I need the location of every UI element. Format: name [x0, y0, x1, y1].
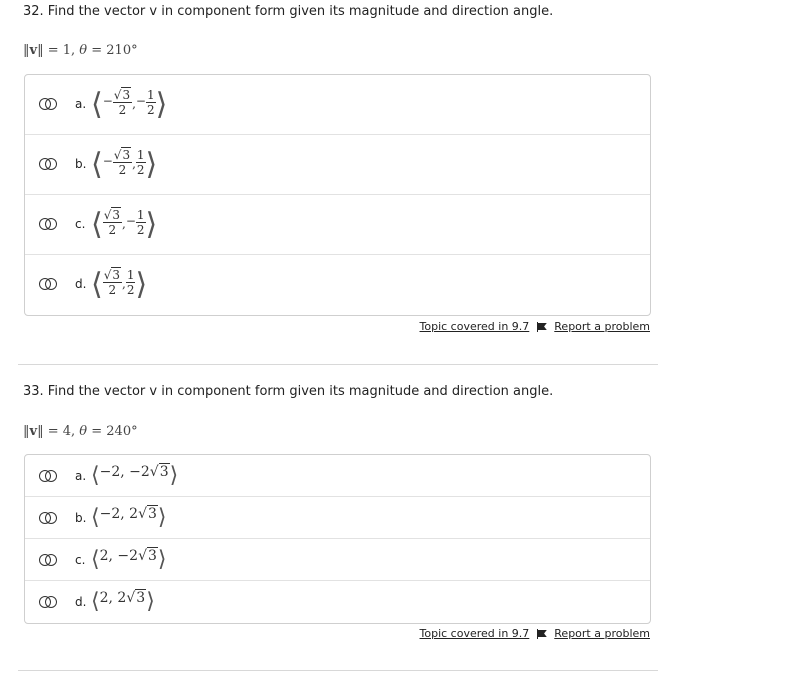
- question-title-text: 33. Find the vector v in component form given its magnitude and direction angle.: [23, 384, 554, 399]
- choice-vector: ⟨2, 2√3⟩: [91, 589, 155, 614]
- choice-b[interactable]: [25, 497, 650, 539]
- choice-d[interactable]: [25, 255, 650, 315]
- choice-vector: ⟨−2, −2√3⟩: [91, 463, 179, 488]
- choice-letter: b.: [75, 157, 87, 171]
- topic-link[interactable]: Topic covered in 9.7: [419, 627, 530, 640]
- question-title: [23, 4, 553, 19]
- given-values: ‖v‖ = 1, θ = 210°: [23, 43, 138, 58]
- choice-vector: ⟨− $\frac{√3}{2}$ , $\frac{1}{2}$ ⟩: [91, 147, 158, 182]
- choice-letter: c.: [75, 553, 86, 567]
- divider: [18, 670, 658, 671]
- choice-c[interactable]: [25, 539, 650, 581]
- given-angle: 240°: [106, 424, 138, 439]
- flag-icon: [537, 322, 538, 332]
- choice-b[interactable]: [25, 135, 650, 195]
- answer-choices: [24, 74, 651, 316]
- choice-vector: ⟨− $\frac{√3}{2}$ ,− $\frac{1}{2}$ ⟩: [91, 87, 168, 122]
- choice-vector: ⟨2, −2√3⟩: [91, 547, 167, 572]
- divider: [18, 364, 658, 365]
- choice-c[interactable]: [25, 195, 650, 255]
- eliminate-choice-icon[interactable]: [39, 278, 58, 290]
- given-values: ‖v‖ = 4, θ = 240°: [23, 424, 138, 439]
- choice-vector: ⟨ $\frac{√3}{2}$ ,− $\frac{1}{2}$ ⟩: [91, 207, 158, 242]
- choice-letter: a.: [75, 469, 87, 483]
- given-magnitude: 4: [62, 424, 72, 439]
- report-problem-link[interactable]: Report a problem: [554, 627, 650, 640]
- choice-vector: ⟨ $\frac{√3}{2}$ , $\frac{1}{2}$ ⟩: [91, 267, 148, 302]
- topic-link[interactable]: Topic covered in 9.7: [419, 320, 530, 333]
- eliminate-choice-icon[interactable]: [39, 596, 58, 608]
- choice-letter: b.: [75, 511, 87, 525]
- choice-a[interactable]: [25, 455, 650, 497]
- report-problem-link[interactable]: Report a problem: [554, 320, 650, 333]
- eliminate-choice-icon[interactable]: [39, 98, 58, 110]
- eliminate-choice-icon[interactable]: [39, 512, 58, 524]
- choice-letter: a.: [75, 97, 87, 111]
- given-angle: 210°: [106, 43, 138, 58]
- eliminate-choice-icon[interactable]: [39, 218, 58, 230]
- choice-letter: d.: [75, 277, 87, 291]
- eliminate-choice-icon[interactable]: [39, 554, 58, 566]
- eliminate-choice-icon[interactable]: [39, 158, 58, 170]
- answer-choices: [24, 454, 651, 624]
- choice-letter: d.: [75, 595, 87, 609]
- choice-d[interactable]: [25, 581, 650, 623]
- given-magnitude: 1: [62, 43, 72, 58]
- question-title-text: 32. Find the vector v in component form given its magnitude and direction angle.: [23, 4, 554, 19]
- eliminate-choice-icon[interactable]: [39, 470, 58, 482]
- question-footer: [420, 320, 650, 333]
- choice-a[interactable]: [25, 75, 650, 135]
- choice-letter: c.: [75, 217, 86, 231]
- question-title: [23, 384, 553, 399]
- choice-vector: ⟨−2, 2√3⟩: [91, 505, 167, 530]
- question-footer: [420, 627, 650, 640]
- flag-icon: [537, 629, 538, 639]
